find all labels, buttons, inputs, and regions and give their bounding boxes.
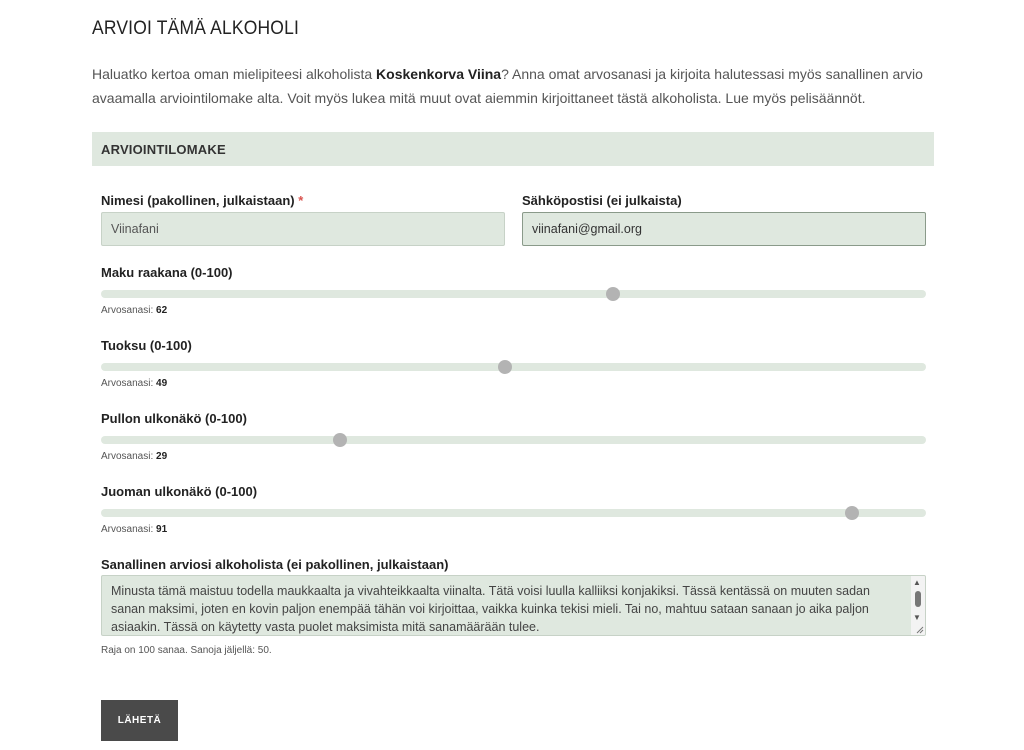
slider-label-aroma: Tuoksu (0-100)	[101, 338, 192, 353]
review-label: Sanallinen arviosi alkoholista (ei pakollinen, julkaistaan)	[101, 557, 449, 572]
name-label	[101, 193, 303, 208]
product-name: Koskenkorva Viina	[376, 66, 502, 82]
slider-thumb-bottle[interactable]	[333, 433, 347, 447]
review-textarea[interactable]	[101, 575, 926, 636]
slider-thumb-drink[interactable]	[845, 506, 859, 520]
email-label: Sähköpostisi (ei julkaista)	[522, 193, 682, 208]
slider-drink[interactable]	[101, 509, 926, 517]
score-label: Arvosanasi:	[101, 305, 154, 316]
word-limit-text: Raja on 100 sanaa. Sanoja jäljellä: 50.	[101, 645, 272, 656]
score-bottle	[101, 451, 167, 462]
slider-aroma[interactable]	[101, 363, 926, 371]
required-mark: *	[298, 193, 304, 208]
slider-thumb-aroma[interactable]	[498, 360, 512, 374]
slider-taste[interactable]	[101, 290, 926, 298]
slider-label-bottle: Pullon ulkonäkö (0-100)	[101, 411, 247, 426]
form-header[interactable]	[92, 132, 934, 166]
score-value-aroma: 49	[156, 378, 168, 389]
name-label-text: Nimesi (pakollinen, julkaistaan)	[101, 193, 295, 208]
resize-handle-icon[interactable]	[916, 626, 924, 634]
page-title: ARVIOI TÄMÄ ALKOHOLI	[92, 18, 300, 39]
score-value-bottle: 29	[156, 451, 168, 462]
slider-label-drink: Juoman ulkonäkö (0-100)	[101, 484, 258, 499]
score-drink	[101, 524, 167, 535]
score-taste	[101, 305, 167, 316]
slider-bottle[interactable]	[101, 436, 926, 444]
form-header-label: ARVIOINTILOMAKE	[101, 142, 226, 157]
submit-button[interactable]: LÄHETÄ	[101, 700, 178, 741]
textarea-scrollbar[interactable]	[911, 576, 925, 635]
name-input[interactable]	[101, 212, 505, 246]
review-text: Minusta tämä maistuu todella maukkaalta ja vivahteikkaalta viinalta. Tätä voisi luulla kalliiksi konjakiksi. Tässä kentässä on muuten sadan sanan maksimi, joten en kovin paljon enempää tähän voi kirjoittaa, vaikka kuinka tekisi mieli. Tai no, mahtuu sataan sanaan jo aika paljon asiaakin. Tässä on käytetty vasta puolet maksimista mitä sanamäärään tulee.	[111, 584, 870, 634]
score-value-taste: 62	[156, 305, 168, 316]
email-input[interactable]	[522, 212, 926, 246]
scroll-down-icon[interactable]: ▼	[913, 613, 921, 622]
score-label: Arvosanasi:	[101, 524, 154, 535]
score-label: Arvosanasi:	[101, 378, 154, 389]
slider-thumb-taste[interactable]	[606, 287, 620, 301]
intro-prefix: Haluatko kertoa oman mielipiteesi alkoholista	[92, 66, 377, 82]
scroll-up-icon[interactable]: ▲	[913, 578, 921, 587]
intro-text	[92, 62, 952, 110]
score-value-drink: 91	[156, 524, 168, 535]
scroll-thumb[interactable]	[915, 591, 921, 607]
score-aroma	[101, 378, 167, 389]
intro-suffix: ? Anna omat arvosanasi ja kirjoita halutessasi myös sanallinen arvio avaamalla arviointilomake alta. Voit myös lukea mitä muut ovat aiemmin kirjoittaneet tästä alkoholista. Lue myös pelisäännöt.	[92, 66, 923, 106]
score-label: Arvosanasi:	[101, 451, 154, 462]
slider-label-taste: Maku raakana (0-100)	[101, 265, 233, 280]
